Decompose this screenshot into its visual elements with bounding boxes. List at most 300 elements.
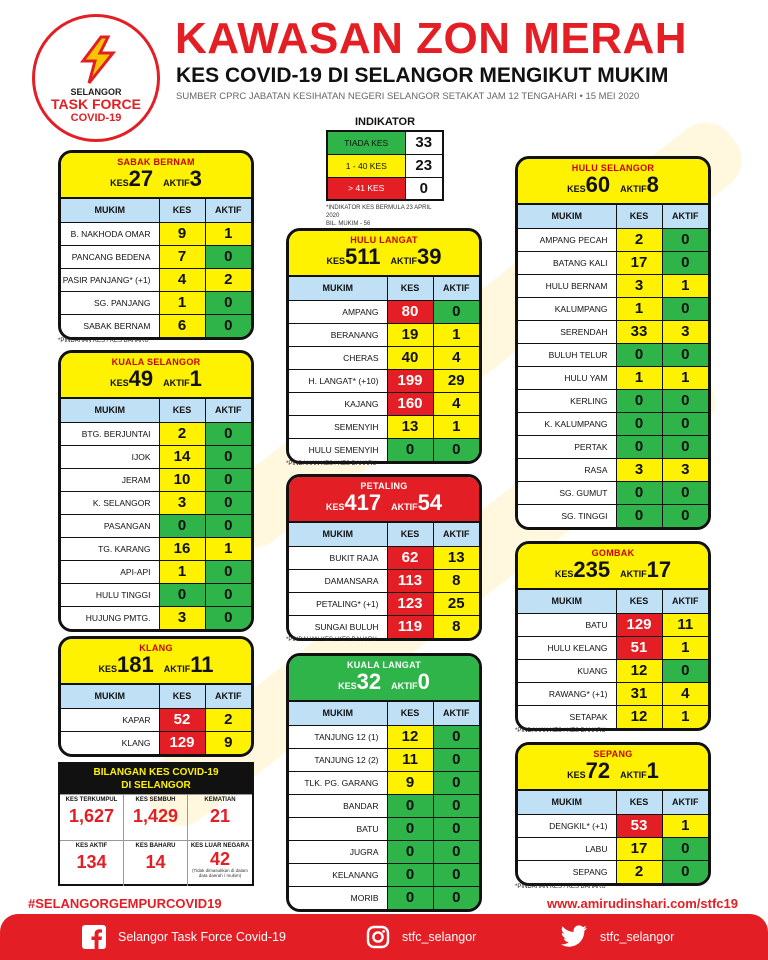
kes-label: KES [110, 178, 129, 188]
table-row [61, 314, 251, 337]
table-header-row [61, 199, 251, 222]
mukim-kes: 16 [159, 537, 205, 560]
mukim-aktif: 0 [205, 291, 251, 314]
mukim-aktif: 13 [433, 546, 479, 569]
mukim-table [289, 523, 479, 638]
mukim-aktif: 9 [205, 731, 251, 754]
table-row [289, 592, 479, 615]
mukim-aktif: 0 [205, 514, 251, 537]
summary-box [58, 762, 254, 886]
summary-title: BILANGAN KES COVID-19 [93, 767, 219, 778]
table-row [518, 814, 708, 837]
mukim-kes: 129 [159, 731, 205, 754]
mukim-aktif: 0 [205, 560, 251, 583]
mukim-aktif: 0 [433, 725, 479, 748]
summary-cell [60, 840, 124, 886]
column-header-aktif: AKTIF [433, 702, 479, 725]
mukim-aktif: 0 [205, 468, 251, 491]
column-header-aktif: AKTIF [662, 205, 708, 228]
mukim-aktif: 0 [662, 481, 708, 504]
summary-value: 14 [145, 852, 166, 872]
mukim-kes: 0 [159, 514, 205, 537]
mukim-aktif: 1 [662, 636, 708, 659]
mukim-kes: 1 [616, 366, 662, 389]
district-card-klang [58, 636, 254, 757]
mukim-aktif: 3 [662, 458, 708, 481]
mukim-aktif: 0 [433, 438, 479, 461]
district-totals [61, 367, 251, 395]
mukim-kes: 53 [616, 814, 662, 837]
table-row [289, 323, 479, 346]
district-totals [518, 558, 708, 586]
column-header-mukim: MUKIM [518, 205, 616, 228]
hashtag: #SELANGORGEMPURCOVID19 [28, 896, 222, 911]
district-totals [289, 491, 479, 519]
kes-label: KES [567, 770, 586, 780]
mukim-aktif: 0 [205, 422, 251, 445]
aktif-label: AKTIF [620, 770, 647, 780]
logo-line3: COVID-19 [70, 112, 122, 124]
page-subtitle: KES COVID-19 DI SELANGOR MENGIKUT MUKIM [176, 64, 669, 87]
kes-label: KES [326, 256, 346, 266]
mukim-name: TLK. PG. GARANG [289, 771, 387, 794]
mukim-kes: 19 [387, 323, 433, 346]
column-header-aktif: AKTIF [205, 199, 251, 222]
mukim-name: BULUH TELUR [518, 343, 616, 366]
mukim-kes: 113 [387, 569, 433, 592]
kes-label: KES [110, 378, 129, 388]
column-header-mukim: MUKIM [61, 685, 159, 708]
column-header-kes: KES [387, 523, 433, 546]
mukim-aktif: 1 [662, 705, 708, 728]
district-header [61, 353, 251, 399]
facebook-icon [82, 925, 106, 949]
column-header-aktif: AKTIF [205, 685, 251, 708]
column-header-aktif: AKTIF [662, 590, 708, 613]
mukim-aktif: 0 [205, 491, 251, 514]
table-row [289, 886, 479, 909]
social-footer [0, 914, 768, 960]
mukim-aktif: 2 [205, 268, 251, 291]
mukim-name: HULU YAM [518, 366, 616, 389]
table-row [289, 863, 479, 886]
summary-cell [60, 794, 124, 840]
mukim-kes: 2 [616, 860, 662, 883]
column-header-mukim: MUKIM [518, 590, 616, 613]
table-row [518, 504, 708, 527]
summary-label: KES TERKUMPUL [65, 797, 118, 803]
mukim-aktif: 8 [433, 569, 479, 592]
indikator-legend [326, 116, 444, 228]
mukim-kes: 0 [387, 886, 433, 909]
mukim-name: LABU [518, 837, 616, 860]
mukim-kes: 0 [387, 863, 433, 886]
aktif-label: AKTIF [620, 184, 647, 194]
mukim-kes: 0 [616, 343, 662, 366]
column-header-kes: KES [159, 685, 205, 708]
table-row [518, 481, 708, 504]
summary-label: KES BAHARU [135, 843, 176, 849]
column-header-mukim: MUKIM [289, 702, 387, 725]
table-row [518, 274, 708, 297]
summary-label: KEMATIAN [204, 797, 236, 803]
mukim-kes: 4 [159, 268, 205, 291]
table-row [289, 438, 479, 461]
column-header-mukim: MUKIM [61, 199, 159, 222]
district-name: GOMBAK [591, 548, 635, 558]
table-row [289, 748, 479, 771]
table-row [518, 389, 708, 412]
summary-title: DI SELANGOR [121, 780, 191, 791]
mukim-table [518, 791, 708, 883]
mukim-kes: 1 [159, 560, 205, 583]
mukim-name: PANCANG BEDENA [61, 245, 159, 268]
kes-label: KES [338, 681, 357, 691]
column-header-mukim: MUKIM [61, 399, 159, 422]
district-header [518, 745, 708, 791]
aktif-label: AKTIF [163, 178, 190, 188]
mukim-kes: 0 [387, 794, 433, 817]
mukim-aktif: 1 [433, 415, 479, 438]
mukim-kes: 9 [159, 222, 205, 245]
mukim-kes: 0 [616, 389, 662, 412]
mukim-name: SEMENYIH [289, 415, 387, 438]
mukim-table [61, 685, 251, 754]
mukim-aktif: 0 [662, 860, 708, 883]
pindahan-note: *PINDAHAN KES / KES BAHARU [286, 637, 377, 643]
indikator-value: 23 [405, 154, 443, 177]
instagram-icon [366, 925, 390, 949]
source-note: SUMBER CPRC JABATAN KESIHATAN NEGERI SELANGOR SETAKAT JAM 12 TENGAHARI • 15 MEI 2020 [176, 91, 640, 102]
instagram-link[interactable] [366, 925, 476, 949]
mukim-name: BATU [289, 817, 387, 840]
mukim-kes: 1 [159, 291, 205, 314]
table-row [61, 222, 251, 245]
logo-line1: SELANGOR [70, 87, 122, 97]
table-header-row [61, 685, 251, 708]
district-header [289, 231, 479, 277]
mukim-aktif: 25 [433, 592, 479, 615]
district-kes-total: 72 [585, 758, 611, 783]
column-header-mukim: MUKIM [289, 523, 387, 546]
lightning-bolt-icon [75, 35, 121, 85]
mukim-name: PASANGAN [61, 514, 159, 537]
mukim-name: H. LANGAT* (+10) [289, 369, 387, 392]
mukim-aktif: 1 [205, 222, 251, 245]
indikator-table [326, 130, 444, 201]
table-row [289, 817, 479, 840]
column-header-kes: KES [616, 205, 662, 228]
pindahan-note: *PINDAHAN KES / KES BAHARU [515, 728, 606, 734]
mukim-aktif: 0 [205, 314, 251, 337]
table-row [289, 546, 479, 569]
column-header-kes: KES [616, 791, 662, 814]
table-row [289, 840, 479, 863]
table-row [518, 251, 708, 274]
mukim-name: HULU SEMENYIH [289, 438, 387, 461]
table-row [61, 422, 251, 445]
indikator-note: *INDIKATOR KES BERMULA 23 APRIL 2020 [326, 205, 432, 219]
mukim-name: PETALING* (+1) [289, 592, 387, 615]
mukim-aktif: 0 [433, 794, 479, 817]
district-aktif-total: 0 [417, 669, 430, 694]
mukim-aktif: 0 [662, 389, 708, 412]
mukim-kes: 52 [159, 708, 205, 731]
mukim-kes: 0 [616, 435, 662, 458]
mukim-name: SABAK BERNAM [61, 314, 159, 337]
mukim-kes: 2 [159, 422, 205, 445]
table-row [61, 468, 251, 491]
district-card-sabak-bernam [58, 150, 254, 340]
district-kes-total: 235 [573, 557, 611, 582]
district-aktif-total: 17 [646, 557, 672, 582]
mukim-aktif: 0 [662, 837, 708, 860]
mukim-name: BANDAR [289, 794, 387, 817]
mukim-kes: 199 [387, 369, 433, 392]
mukim-name: SG. PANJANG [61, 291, 159, 314]
mukim-name: KUANG [518, 659, 616, 682]
kes-label: KES [567, 184, 586, 194]
district-name: SEPANG [593, 749, 633, 759]
mukim-kes: 17 [616, 837, 662, 860]
summary-value: 1,429 [132, 806, 179, 826]
mukim-name: SEPANG [518, 860, 616, 883]
table-header-row [518, 791, 708, 814]
mukim-table [518, 205, 708, 527]
mukim-name: AMPANG PECAH [518, 228, 616, 251]
district-name: KUALA SELANGOR [111, 357, 201, 367]
mukim-kes: 9 [387, 771, 433, 794]
mukim-kes: 6 [159, 314, 205, 337]
mukim-aktif: 0 [433, 300, 479, 323]
instagram-label: stfc_selangor [402, 930, 477, 944]
mukim-kes: 3 [616, 458, 662, 481]
table-row [518, 636, 708, 659]
summary-grid [60, 794, 252, 886]
table-row [518, 343, 708, 366]
table-row [289, 569, 479, 592]
mukim-kes: 33 [616, 320, 662, 343]
district-kes-total: 417 [344, 490, 382, 515]
logo-line2: TASK FORCE [51, 96, 141, 112]
district-totals [61, 653, 251, 681]
table-row [289, 369, 479, 392]
mukim-name: SG. GUMUT [518, 481, 616, 504]
summary-value: 134 [76, 852, 107, 872]
district-header [289, 656, 479, 702]
pindahan-note: *PINDAHAN KES / KES BAHARU [286, 461, 377, 467]
district-aktif-total: 3 [189, 166, 202, 191]
summary-cell [124, 840, 188, 886]
district-name: KLANG [139, 643, 173, 653]
mukim-table [289, 277, 479, 461]
summary-label: KES AKTIF [75, 843, 108, 849]
mukim-name: KERLING [518, 389, 616, 412]
column-header-kes: KES [616, 590, 662, 613]
table-header-row [289, 277, 479, 300]
district-header [61, 153, 251, 199]
mukim-name: BTG. BERJUNTAI [61, 422, 159, 445]
mukim-name: IJOK [61, 445, 159, 468]
indikator-title: INDIKATOR [354, 116, 416, 128]
mukim-kes: 119 [387, 615, 433, 638]
district-totals [289, 245, 479, 273]
district-kes-total: 27 [128, 166, 154, 191]
table-header-row [289, 523, 479, 546]
column-header-aktif: AKTIF [433, 277, 479, 300]
summary-cell [188, 840, 252, 886]
district-header [518, 544, 708, 590]
table-row [289, 794, 479, 817]
mukim-aktif: 4 [433, 392, 479, 415]
district-kes-total: 60 [585, 172, 611, 197]
mukim-kes: 12 [616, 705, 662, 728]
table-row [61, 537, 251, 560]
aktif-label: AKTIF [163, 664, 191, 674]
district-card-hulu-selangor [515, 156, 711, 530]
mukim-name: SERENDAH [518, 320, 616, 343]
mukim-aktif: 0 [662, 343, 708, 366]
table-header-row [518, 590, 708, 613]
mukim-kes: 0 [616, 481, 662, 504]
website-link[interactable]: www.amirudinshari.com/stfc19 [547, 896, 738, 911]
mukim-name: CHERAS [289, 346, 387, 369]
mukim-aktif: 29 [433, 369, 479, 392]
table-row [61, 445, 251, 468]
table-row [61, 583, 251, 606]
mukim-kes: 51 [616, 636, 662, 659]
mukim-aktif: 0 [662, 251, 708, 274]
indikator-row [327, 131, 443, 154]
mukim-aktif: 3 [662, 320, 708, 343]
mukim-name: AMPANG [289, 300, 387, 323]
mukim-name: KELANANG [289, 863, 387, 886]
district-kes-total: 511 [345, 244, 381, 269]
mukim-aktif: 0 [433, 817, 479, 840]
mukim-aktif: 8 [433, 615, 479, 638]
mukim-aktif: 0 [205, 583, 251, 606]
summary-value: 42 [209, 849, 231, 869]
mukim-kes: 10 [159, 468, 205, 491]
district-aktif-total: 11 [190, 652, 214, 677]
mukim-table [518, 590, 708, 728]
column-header-kes: KES [387, 702, 433, 725]
mukim-kes: 0 [159, 583, 205, 606]
table-row [518, 297, 708, 320]
table-row [518, 320, 708, 343]
kes-label: KES [325, 502, 345, 512]
table-row [518, 613, 708, 636]
district-card-petaling [286, 474, 482, 641]
mukim-aktif: 1 [205, 537, 251, 560]
district-name: PETALING [360, 481, 408, 491]
mukim-name: BUKIT RAJA [289, 546, 387, 569]
table-row [61, 491, 251, 514]
table-row [518, 682, 708, 705]
table-header-row [61, 399, 251, 422]
mukim-kes: 0 [616, 504, 662, 527]
mukim-name: TG. KARANG [61, 537, 159, 560]
aktif-label: AKTIF [620, 569, 647, 579]
mukim-aktif: 4 [433, 346, 479, 369]
mukim-aktif: 0 [433, 863, 479, 886]
district-kes-total: 49 [128, 366, 154, 391]
mukim-name: SETAPAK [518, 705, 616, 728]
district-totals [518, 173, 708, 201]
mukim-name: B. NAKHODA OMAR [61, 222, 159, 245]
mukim-name: HULU TINGGI [61, 583, 159, 606]
mukim-name: API-API [61, 560, 159, 583]
mukim-aktif: 0 [433, 748, 479, 771]
table-row [61, 514, 251, 537]
mukim-kes: 3 [616, 274, 662, 297]
district-header [518, 159, 708, 205]
mukim-name: HUJUNG PMTG. [61, 606, 159, 629]
mukim-name: HULU BERNAM [518, 274, 616, 297]
twitter-link[interactable] [560, 925, 674, 949]
table-row [518, 705, 708, 728]
pindahan-note: *PINDAHAN KES / KES BAHARU [58, 338, 149, 344]
district-name: SABAK BERNAM [117, 157, 195, 167]
mukim-table [289, 702, 479, 909]
mukim-aktif: 0 [662, 659, 708, 682]
table-row [289, 615, 479, 638]
district-card-sepang [515, 742, 711, 886]
task-force-logo [32, 14, 160, 142]
mukim-name: TANJUNG 12 (2) [289, 748, 387, 771]
table-row [61, 731, 251, 754]
column-header-kes: KES [159, 399, 205, 422]
mukim-aktif: 0 [662, 228, 708, 251]
summary-value: 1,627 [68, 806, 115, 826]
facebook-link[interactable] [82, 925, 286, 949]
summary-cell [124, 794, 188, 840]
aktif-label: AKTIF [390, 256, 418, 266]
table-header-row [518, 205, 708, 228]
mukim-kes: 12 [616, 659, 662, 682]
mukim-name: RASA [518, 458, 616, 481]
table-row [518, 412, 708, 435]
kes-label: KES [554, 569, 574, 579]
mukim-aktif: 0 [205, 245, 251, 268]
mukim-aktif: 0 [205, 445, 251, 468]
table-row [61, 606, 251, 629]
table-row [518, 366, 708, 389]
summary-value: 21 [209, 806, 231, 826]
district-aktif-total: 8 [646, 172, 659, 197]
mukim-aktif: 0 [662, 504, 708, 527]
table-row [518, 435, 708, 458]
mukim-aktif: 0 [433, 771, 479, 794]
mukim-aktif: 1 [662, 274, 708, 297]
table-row [61, 291, 251, 314]
mukim-name: JERAM [61, 468, 159, 491]
table-row [289, 415, 479, 438]
mukim-name: TANJUNG 12 (1) [289, 725, 387, 748]
mukim-name: BATU [518, 613, 616, 636]
page-title: KAWASAN ZON MERAH [175, 14, 688, 63]
mukim-name: SG. TINGGI [518, 504, 616, 527]
mukim-name: KAJANG [289, 392, 387, 415]
mukim-table [61, 199, 251, 337]
district-aktif-total: 54 [417, 490, 443, 515]
mukim-name: SUNGAI BULUH [289, 615, 387, 638]
district-aktif-total: 1 [189, 366, 202, 391]
table-row [289, 300, 479, 323]
table-row [289, 392, 479, 415]
table-row [289, 725, 479, 748]
kes-label: KES [98, 664, 118, 674]
